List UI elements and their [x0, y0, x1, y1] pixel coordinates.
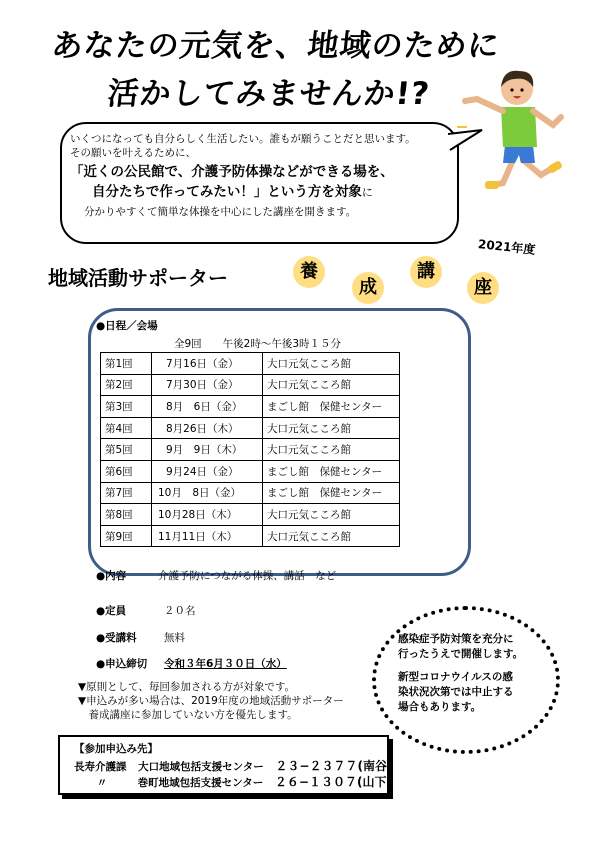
intro-emphasis-2b: に: [361, 186, 373, 199]
note-3: 養成講座に参加していない方を優先します。: [78, 709, 298, 721]
contact-title: 【参加申込み先】: [74, 743, 158, 755]
intro-text-1: いくつになっても自分らしく生活したい。誰もが願うことだと思います。: [70, 133, 416, 145]
session-date: 9月24日（金）: [152, 460, 263, 482]
schedule-summary: 全9回 午後2時〜午後3時１５分: [174, 338, 342, 350]
session-date: 7月30日（金）: [152, 374, 263, 396]
session-date: 8月 6日（金）: [152, 396, 263, 418]
course-char-2: 成: [352, 272, 384, 304]
session-number: 第3回: [101, 396, 152, 418]
session-venue: まごし館 保健センター: [263, 396, 400, 418]
fee-label: ●受講料: [96, 632, 137, 644]
note-1: ▼原則として、毎回参加される方が対象です。: [78, 681, 296, 693]
table-row: [101, 439, 400, 461]
contact-box: [58, 735, 393, 795]
session-number: 第5回: [101, 439, 152, 461]
contact-tel-2: ２６−１３０７(山下): [274, 775, 392, 789]
intro-text-2: その願いを叶えるために、: [70, 147, 196, 159]
contact-center-1: 大口地域包括支援センター: [138, 761, 264, 773]
contact-center-2: 巻町地域包括支援センター: [137, 777, 264, 789]
contact-tel-1: ２３−２３７７(南谷): [275, 759, 393, 773]
headline-line1: あなたの元気を、地域のために: [49, 28, 502, 64]
session-number: 第4回: [101, 417, 152, 439]
note-2: ▼申込みが多い場合は、2019年度の地域活動サポーター: [78, 695, 344, 707]
deadline-value: 令和３年6月３０日（水）: [164, 658, 287, 670]
covid-line-5: 場合もあります。: [398, 701, 482, 713]
table-row: [101, 482, 400, 504]
session-number: 第6回: [101, 460, 152, 482]
session-venue: 大口元気こころ館: [263, 374, 400, 396]
schedule-table: [100, 352, 400, 547]
session-venue: まごし館 保健センター: [263, 482, 400, 504]
table-row: [101, 504, 400, 526]
session-date: 10月28日（木）: [152, 504, 263, 526]
course-char-1: 養: [293, 256, 325, 288]
table-row: [101, 396, 400, 418]
session-date: 11月11日（木）: [152, 525, 263, 547]
capacity-label: ●定員: [96, 605, 127, 617]
covid-line-2: 行ったうえで開催します。: [398, 648, 524, 660]
session-date: 9月 9日（木）: [152, 439, 263, 461]
capacity-value: ２０名: [164, 605, 196, 617]
session-number: 第9回: [101, 525, 152, 547]
session-number: 第8回: [101, 504, 152, 526]
intro-text-3: 分かりやすくて簡単な体操を中心にした講座を開きます。: [84, 206, 357, 218]
course-year: 2021年度: [477, 237, 536, 257]
session-number: 第7回: [101, 482, 152, 504]
session-venue: 大口元気こころ館: [263, 504, 400, 526]
session-date: 10月 8日（金）: [152, 482, 263, 504]
table-row: [101, 460, 400, 482]
course-char-3: 講: [410, 256, 442, 288]
intro-emphasis-1: 「近くの公民館で、介護予防体操などができる場を、: [70, 164, 394, 180]
table-row: [101, 353, 400, 375]
contact-row-1: [74, 757, 392, 774]
bubble-tail: [448, 128, 488, 158]
session-venue: まごし館 保健センター: [263, 460, 400, 482]
covid-notice-text: [398, 632, 523, 715]
session-venue: 大口元気こころ館: [263, 525, 400, 547]
contact-dept-1: 長寿介護課: [74, 761, 127, 773]
covid-line-1: 感染症予防対策を充分に: [398, 633, 514, 645]
covid-line-3: 新型コロナウイルスの感: [398, 671, 513, 683]
schedule-label: ●日程／会場: [96, 320, 158, 332]
session-venue: 大口元気こころ館: [263, 353, 400, 375]
session-date: 7月16日（金）: [152, 353, 263, 375]
deadline-label: ●申込締切: [96, 658, 148, 670]
covid-line-4: 染状況次第では中止する: [398, 686, 514, 698]
table-row: [101, 374, 400, 396]
session-date: 8月26日（木）: [152, 417, 263, 439]
course-name: 地域活動サポーター: [48, 266, 228, 290]
session-number: 第2回: [101, 374, 152, 396]
table-row: [101, 525, 400, 547]
session-venue: 大口元気こころ館: [263, 439, 400, 461]
course-char-4: 座: [467, 272, 499, 304]
contact-row-2: [74, 773, 392, 790]
session-number: 第1回: [101, 353, 152, 375]
headline-line2: 活かしてみませんか!?: [105, 76, 432, 112]
content-value: 介護予防につながる体操、講話 など: [158, 570, 337, 582]
table-row: [101, 417, 400, 439]
contact-dept-2: 〃: [96, 777, 108, 789]
content-label: ●内容: [96, 570, 127, 582]
intro-speech-bubble: [60, 122, 459, 244]
intro-emphasis-2: [70, 182, 454, 203]
fee-value: 無料: [164, 632, 185, 644]
session-venue: 大口元気こころ館: [263, 417, 400, 439]
intro-emphasis-2a: 自分たちで作ってみたい！」という方を対象: [92, 184, 362, 200]
